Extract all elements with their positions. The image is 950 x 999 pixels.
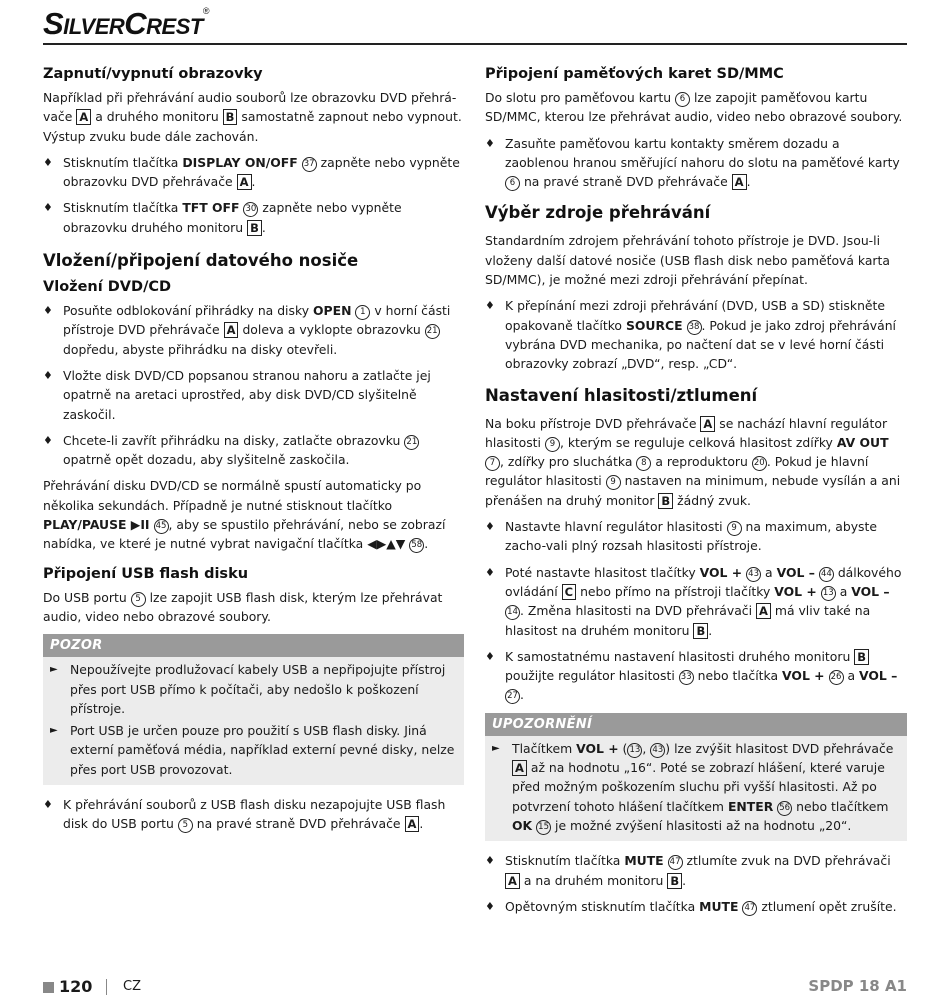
list-item: ♦ Stisknutím tlačítka TFT OFF 30 zapněte nebo vypněte obrazovku druhého monitoru B . — [43, 200, 402, 235]
paragraph-screen: Například při přehrávání audio souborů lze obrazovku DVD přehrá-vače A a druhého monitoru B samostatně zapnout nebo vypnout. Výstup zvuku bude dále zachován. — [43, 90, 462, 144]
list-item: ♦ Chcete-li zavřít přihrádku na disky, zatlačte obrazovku 21 opatrně opět dozadu, aby slyšitelně zaskočila. — [43, 431, 464, 470]
page-marker-icon — [43, 982, 54, 993]
list-item: ♦ Opětovným stisknutím tlačítka MUTE 47 ztlumení opět zrušíte. — [485, 898, 897, 914]
paragraph-memory-cards: Do slotu pro paměťovou kartu 6 lze zapojit paměťovou kartu SD/MMC, kterou lze přehrávat audio, video nebo obrazové soubory. — [485, 90, 903, 125]
list-item: ♦ Stisknutím tlačítka MUTE 47 ztlumíte zvuk na DVD přehrávači A a na druhém monitoru B . — [485, 853, 891, 888]
warning-item: ► Nepoužívejte prodlužovací kabely USB a nepřipojujte přístroj přes port USB přímo k počítači, aby nedošlo k poškození přístroje. — [50, 662, 446, 716]
footer-divider — [106, 979, 107, 995]
heading-source: Výběr zdroje přehrávání — [485, 203, 711, 223]
model-number: SPDP 18 A1 — [808, 977, 907, 995]
warning-box — [43, 634, 464, 785]
list-item: ♦ Posuňte odblokování přihrádky na disky OPEN 1 v horní části přístroje DVD přehrávače A doleva a vyklopte obrazovku 21 dopředu, abyste přihrádku na disky otevřeli. — [43, 303, 451, 357]
warning-heading: POZOR — [43, 634, 464, 657]
warning-item: ► Port USB je určen pouze pro použití s USB flash disky. Jiná externí paměťová média, například externí pevné disky, nelze přes port USB provozovat. — [50, 723, 455, 777]
heading-insert-dvd: Vložení DVD/CD — [43, 279, 172, 296]
heading-volume: Nastavení hlasitosti/ztlumení — [485, 385, 758, 405]
language-code: CZ — [123, 979, 141, 994]
list-item: ♦ K přepínání mezi zdroji přehrávání (DVD, USB a SD) stiskněte opakovaně tlačítko SOURCE 38 . Pokud je jako zdroj přehrávání vybrána DVD mechanika, po načtení dat se v levé horní části obrazovky zobrazí „DVD“, resp. „CD“. — [485, 298, 897, 372]
heading-usb: Připojení USB flash disku — [43, 565, 249, 582]
list-item: ♦ Zasuňte paměťovou kartu kontakty směrem dozadu a zaoblenou hranou směřující nahoru do slotu na paměťové karty 6 na pravé straně DVD přehrávače A . — [485, 135, 900, 190]
notice-box — [485, 713, 907, 841]
paragraph-source: Standardním zdrojem přehrávání tohoto přístroje je DVD. Jsou-li vloženy další datové nosiče (USB flash disk nebo paměťová karta SD/MMC), je možné mezi zdroji přehrávání přepínat. — [485, 233, 890, 288]
arrow-icon: ► — [50, 725, 58, 737]
heading-insert-media: Vložení/připojení datového nosiče — [43, 251, 359, 271]
list-item: ♦ K přehrávání souborů z USB flash disku nezapojujte USB flash disk do USB portu 5 na pravé straně DVD přehrávače A . — [43, 797, 446, 832]
paragraph-playback: Přehrávání disku DVD/CD se normálně spustí automaticky po několika sekundách. Případně je nutné stisknout tlačítko PLAY/PAUSE ▶II 45 , aby se spustilo přehrávání, nebo se zobrazí nabídka, ve které je nutné vybrat navigační tlačítka ◀▶▲▼ 58 . — [43, 478, 446, 552]
heading-screen-on-off: Zapnutí/vypnutí obrazovky — [43, 66, 263, 82]
list-item: ♦ Poté nastavte hlasitost tlačítky VOL + 43 a VOL – 44 dálkového ovládání C nebo přímo na přístroji tlačítky VOL + 13 a VOL – 14 . Změna hlasitosti na DVD přehrávači A má vliv také na hlasitost na druhém monitoru B . — [485, 564, 902, 638]
arrow-icon: ► — [492, 742, 500, 754]
page-footer — [43, 977, 907, 997]
list-item: ♦ Vložte disk DVD/CD popsanou stranou nahoru a zatlačte jej opatrně na aretaci uprostřed, aby disk DVD/CD slyšitelně zaskočil. — [43, 367, 431, 422]
page-number: 120 — [59, 977, 93, 996]
right-column — [485, 62, 907, 923]
notice-item: ► Tlačítkem VOL + ( 13 , 43 ) lze zvýšit hlasitost DVD přehrávače A až na hodnotu „16“. Poté se zobrazí hlášení, které varuje před možným poškozením sluchu při vyšší hlasitosti. Až po potvrzení tohoto hlášení tlačítkem ENTER 56 nebo tlačítkem OK 15 je možné zvýšení hlasitosti až na hodnotu „20“. — [492, 740, 894, 833]
list-item: ♦ K samostatnému nastavení hlasitosti druhého monitoru B použijte regulátor hlasitosti 33 nebo tlačítka VOL + 26 a VOL – 27 . — [485, 648, 898, 703]
heading-memory-cards: Připojení paměťových karet SD/MMC — [485, 66, 784, 82]
header-rule — [43, 43, 907, 45]
arrow-icon: ► — [50, 664, 58, 676]
left-column — [43, 62, 464, 841]
notice-heading: UPOZORNĚNÍ — [485, 713, 907, 736]
list-item: ♦ Stisknutím tlačítka DISPLAY ON/OFF 37 zapněte nebo vypněte obrazovku DVD přehrávače A . — [43, 154, 460, 190]
list-item: ♦ Nastavte hlavní regulátor hlasitosti 9 na maximum, abyste zacho-vali plný rozsah hlasitosti přístroje. — [485, 519, 877, 554]
paragraph-volume: Na boku přístroje DVD přehrávače A se nachází hlavní regulátor hlasitosti 9 , kterým se reguluje celková hlasitost zdířky AV OUT 7 , zdířky pro sluchátka 8 a reproduktoru 20 . Pokud je hlavní regulátor hlasitosti 9 nastaven na minimum, nebude vysílán a ani přenášen na druhý monitor B žádný zvuk. — [485, 415, 901, 508]
paragraph-usb: Do USB portu 5 lze zapojit USB flash disk, kterým lze přehrávat audio, video nebo obrazové soubory. — [43, 589, 443, 624]
brand-logo: SilverCrest® — [43, 6, 209, 41]
